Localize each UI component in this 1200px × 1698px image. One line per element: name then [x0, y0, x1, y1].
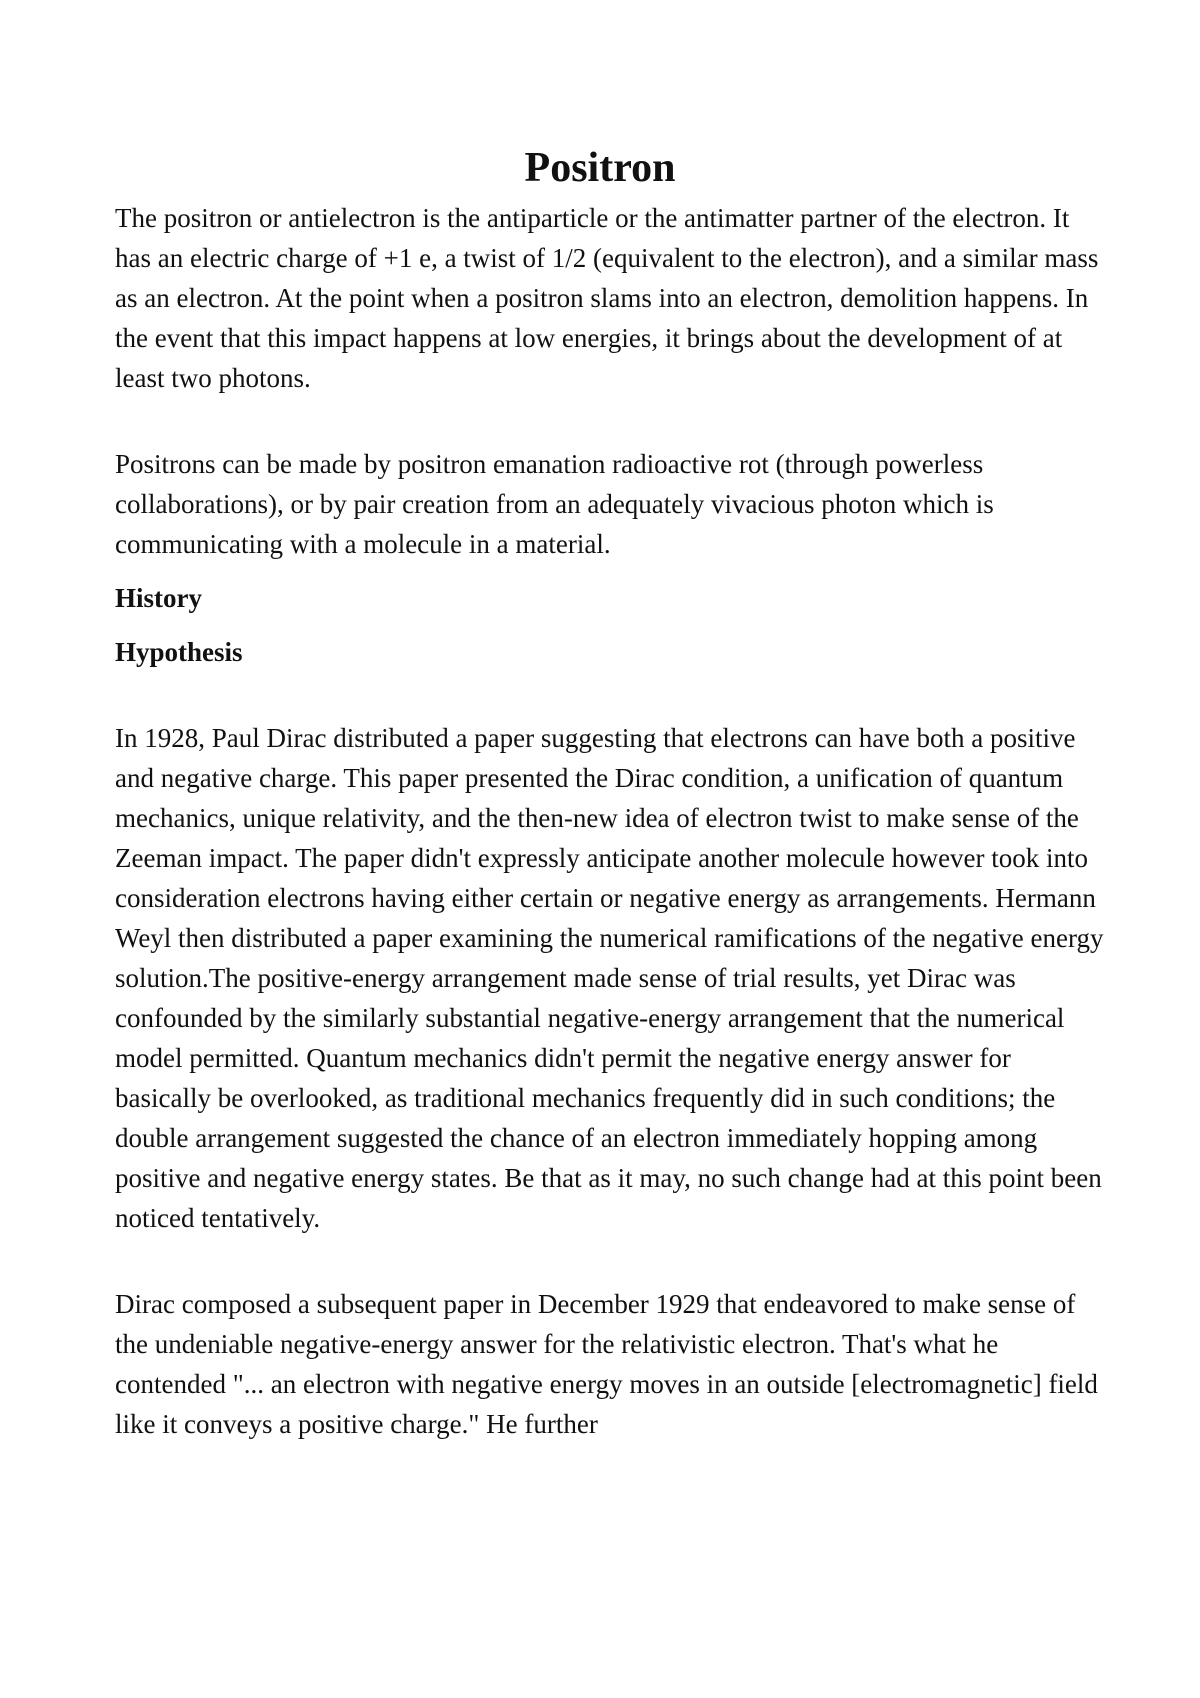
spacer — [115, 564, 1105, 578]
history-heading: History — [115, 583, 202, 613]
spacer — [115, 1238, 1105, 1284]
spacer — [115, 618, 1105, 632]
spacer — [115, 672, 1105, 718]
hypothesis-heading: Hypothesis — [115, 637, 243, 667]
intro-paragraph: The positron or antielectron is the antiparticle or the antimatter partner of the electron. It has an electric charge of +1 e, a twist of 1/2 (equivalent to the electron), and a similar mass as an electron. At the point when a positron slams into an electron, demolition happens. In the event that this impact happens at low energies, it brings about the development of at least two photons. — [115, 203, 1099, 393]
dirac-1928-paragraph: In 1928, Paul Dirac distributed a paper suggesting that electrons can have both a positive and negative charge. This paper presented the Dirac condition, a unification of quantum mechanics, unique relativity, and the then-new idea of electron twist to make sense of the Zeeman impact. The paper didn't expressly anticipate another molecule however took into consideration electrons having either certain or negative energy as arrangements. Hermann Weyl then distributed a paper examining the numerical ramifications of the negative energy solution.The positive-energy arrangement made sense of trial results, yet Dirac was confounded by the similarly substantial negative-energy arrangement that the numerical model permitted. Quantum mechanics didn't permit the negative energy answer for basically be overlooked, as traditional mechanics frequently did in such conditions; the double arrangement suggested the chance of an electron immediately hopping among positive and negative energy states. Be that as it may, no such change had at this point been noticed tentatively. — [115, 723, 1104, 1233]
document-content — [115, 140, 1105, 1444]
production-paragraph: Positrons can be made by positron emanation radioactive rot (through powerless collaborations), or by pair creation from an adequately vivacious photon which is communicating with a molecule in a material. — [115, 449, 994, 559]
page-title: Positron — [524, 145, 676, 191]
dirac-1929-paragraph: Dirac composed a subsequent paper in December 1929 that endeavored to make sense of the undeniable negative-energy answer for the relativistic electron. That's what he contended "... an electron with negative energy moves in an outside [electromagnetic] field like it conveys a positive charge." He further — [115, 1289, 1098, 1439]
spacer — [115, 398, 1105, 444]
